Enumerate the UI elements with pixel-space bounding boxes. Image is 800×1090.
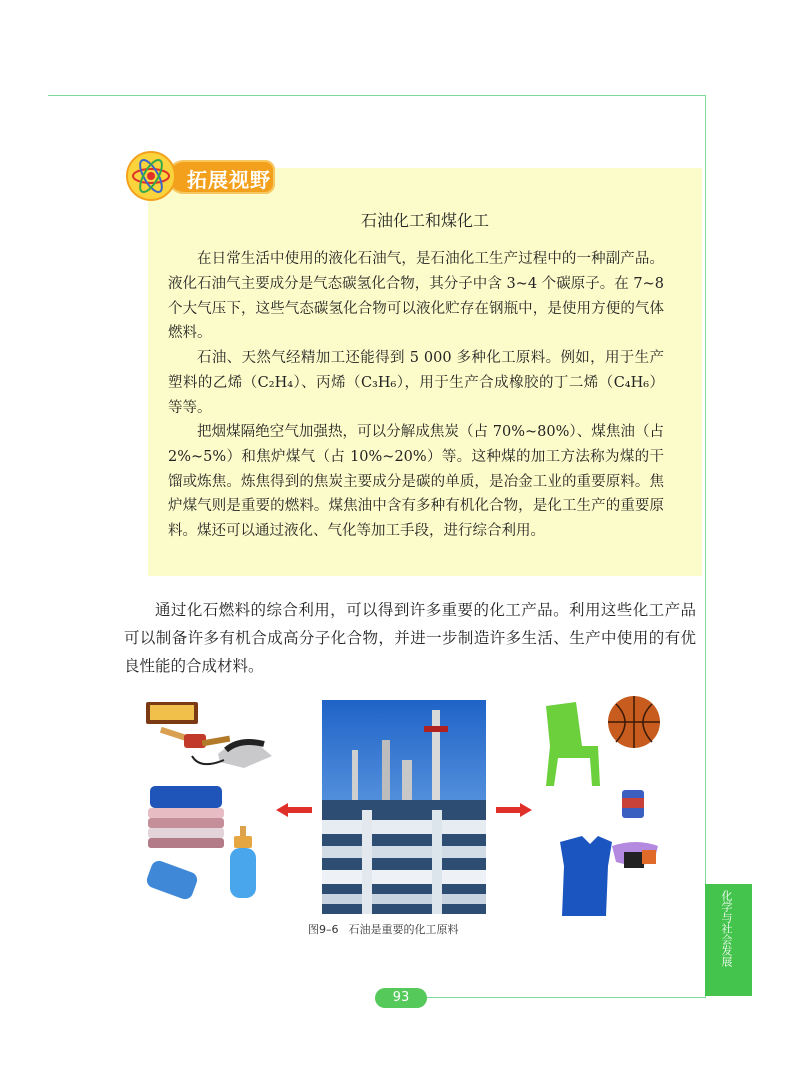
right-arrow-icon [496, 803, 532, 817]
clothes-and-basin-image [550, 836, 666, 918]
page-frame-top [48, 95, 705, 96]
chair-and-basketball-image [536, 696, 666, 788]
box-title: 石油化工和煤化工 [360, 211, 489, 230]
page-frame-bottom [425, 997, 705, 998]
figure-caption-text: 石油是重要的化工原料 [348, 923, 459, 936]
box-paragraph-1: 在日常生活中使用的液化石油气，是石油化工生产过程中的一种副产品。液化石油气主要成分是气态碳氢化合物，其分子中含 3~4 个碳原子。在 7~8 个大气压下，这些气态碳氢化合物可以液化贮存在钢瓶中，是使用方便的气体燃料。 [168, 251, 664, 342]
paint-can-image [618, 786, 648, 820]
left-arrow-icon [276, 803, 312, 817]
page-frame-right [705, 95, 706, 998]
figure-caption [308, 921, 508, 937]
main-paragraph: 通过化石燃料的综合利用，可以得到许多重要的化工产品。利用这些化工产品可以制备许多有机合成高分子化合物，并进一步制造许多生活、生产中使用的有优良性能的合成材料。 [124, 601, 696, 675]
atom-icon [125, 150, 177, 202]
extended-reading-badge [125, 150, 275, 200]
badge-label: 拓展视野 [187, 168, 271, 192]
towel-and-spray-bottle-image [140, 826, 280, 900]
box-paragraph-3: 把烟煤隔绝空气加强热，可以分解成焦炭（占 70%~80%）、煤焦油（占 2%~5%）和焦炉煤气（占 10%~20%）等。这种煤的加工方法称为煤的干馏或炼焦。炼焦得到的焦炭主要成分是碳的单质，是冶金工业的重要原料。焦炉煤气则是重要的燃料。煤焦油中含有多种有机化合物，是化工生产的重要原料。煤还可以通过液化、气化等加工手段，进行综合利用。 [168, 424, 664, 540]
stationery-items-image [140, 698, 280, 770]
page-number: 93 [375, 988, 427, 1008]
figure-number: 图9–6 [308, 923, 339, 936]
chapter-side-tab-label: 化学与社会发展 [720, 890, 733, 967]
box-paragraph-2: 石油、天然气经精加工还能得到 5 000 多种化工原料。例如，用于生产塑料的乙烯（C₂H₄）、丙烯（C₃H₆），用于生产合成橡胶的丁二烯（C₄H₆）等等。 [168, 350, 664, 416]
refinery-photo [322, 700, 486, 914]
